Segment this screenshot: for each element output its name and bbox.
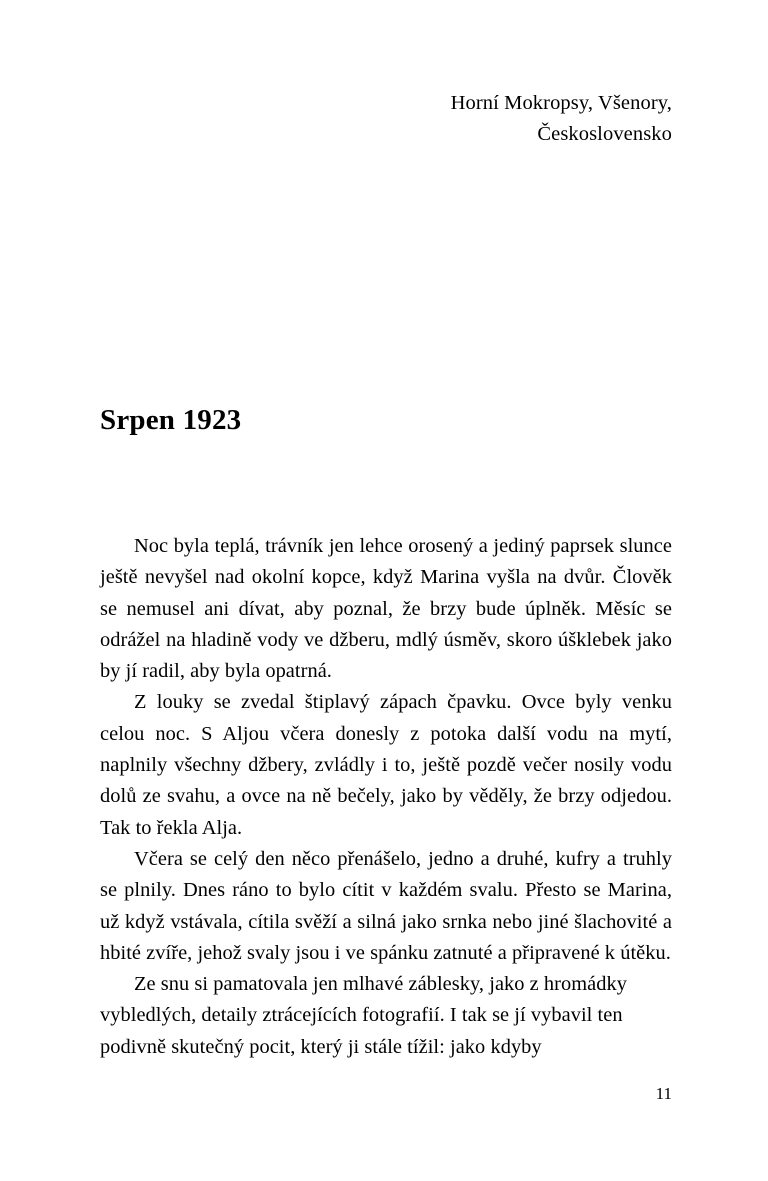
paragraph: Noc byla teplá, trávník jen lehce orosený a jediný paprsek slunce ještě nevyšel nad okolní kopce, když Marina vyšla na dvůr. Člověk se nemusel ani dívat, aby poznal, že brzy bude úplněk. Měsíc se odrážel na hladině vody ve džberu, mdlý úsměv, skoro úšklebek jako by jí radil, aby byla opatrná. <box>100 535 672 683</box>
paragraph: Z louky se zvedal štiplavý zápach čpavku. Ovce byly venku celou noc. S Aljou včera donesly z potoka další vodu na mytí, naplnily všechny džbery, zvládly i to, ještě pozdě večer nosily vodu dolů ze svahu, a ovce na ně bečely, jako by věděly, že brzy odjedou. Tak to řekla Alja. <box>100 691 672 839</box>
location-heading-line-1: Horní Mokropsy, Všenory, <box>450 92 672 114</box>
chapter-title: Srpen 1923 <box>100 404 242 437</box>
location-heading <box>100 88 672 150</box>
location-heading-line-2: Československo <box>537 123 672 146</box>
paragraph: Včera se celý den něco přenášelo, jedno a druhé, kufry a truhly se plnily. Dnes ráno to bylo cítit v každém svalu. Přesto se Marina, už když vstávala, cítila svěží a silná jako srnka nebo jiné šlachovité a hbité zvíře, jehož svaly jsou i ve spánku zatnuté a připravené k útěku. <box>100 847 672 964</box>
paragraph: Ze snu si pamatovala jen mlhavé záblesky, jako z hromádky vybledlých, detaily ztrácejících fotografií. I tak se jí vybavil ten podivně skutečný pocit, který ji stále tížil: jako kdyby <box>100 973 628 1058</box>
page-number: 11 <box>655 1084 672 1103</box>
body-text <box>100 531 672 1063</box>
